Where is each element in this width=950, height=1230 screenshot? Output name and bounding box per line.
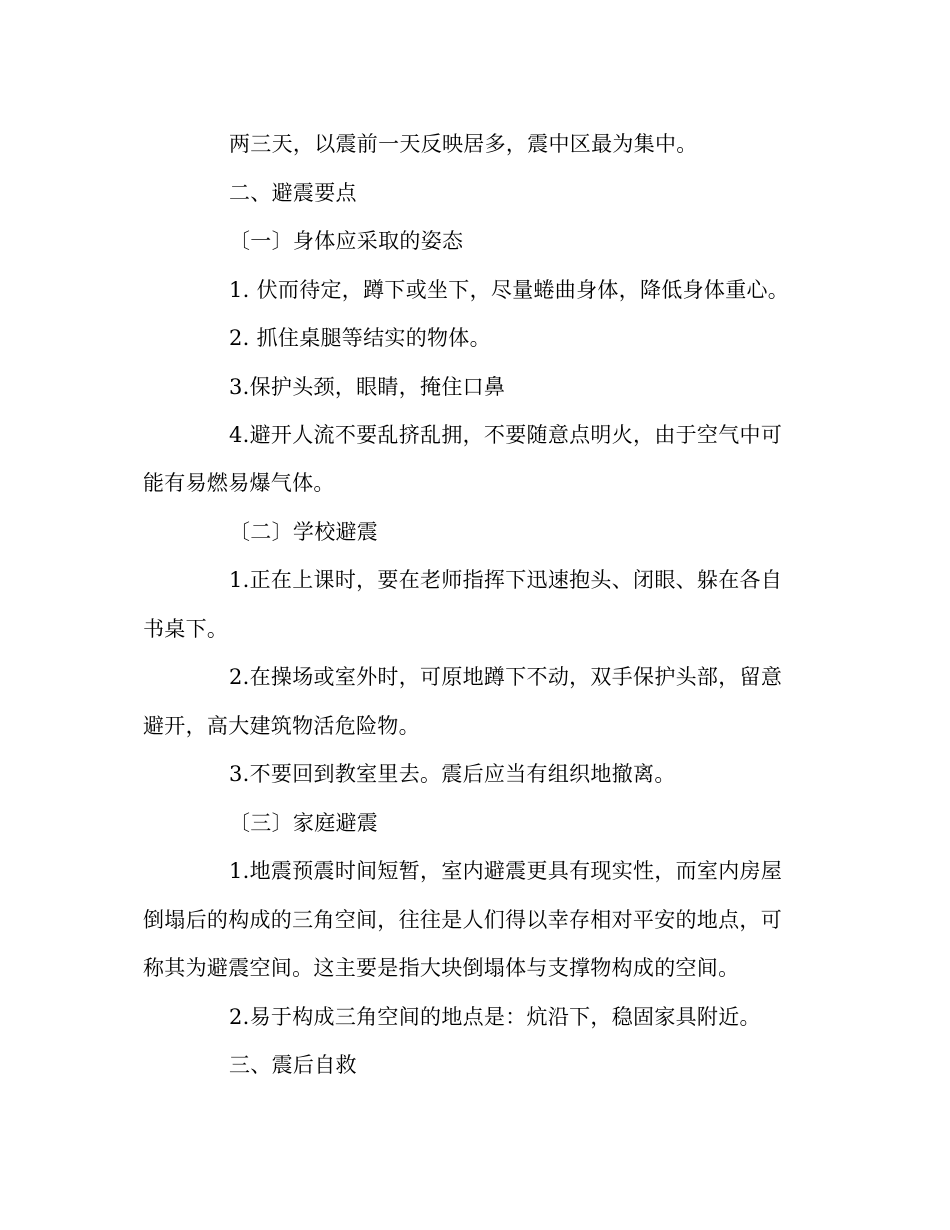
list-item: 1.地震预震时间短暂，室内避震更具有现实性，而室内房屋 [229, 859, 783, 883]
list-item-continuation: 书桌下。 [143, 617, 229, 641]
subsection-heading: 〔三〕家庭避震 [229, 811, 379, 835]
list-item: 1.正在上课时，要在老师指挥下迅速抱头、闭眼、躲在各自 [229, 568, 783, 592]
subsection-heading: 〔二〕学校避震 [229, 520, 379, 544]
list-item: 2.易于构成三角空间的地点是：炕沿下，稳固家具附近。 [229, 1005, 761, 1029]
list-item-continuation: 称其为避震空间。这主要是指大块倒塌体与支撑物构成的空间。 [143, 956, 740, 980]
list-item: 4.避开人流不要乱挤乱拥，不要随意点明火，由于空气中可 [229, 423, 783, 447]
list-item-continuation: 避开，高大建筑物活危险物。 [143, 714, 420, 738]
list-item: 2.在操场或室外时，可原地蹲下不动，双手保护头部，留意 [229, 665, 783, 689]
list-item-continuation: 能有易燃易爆气体。 [143, 471, 335, 495]
list-item: 3.保护头颈，眼睛，掩住口鼻 [229, 375, 506, 399]
body-text-line: 两三天，以震前一天反映居多，震中区最为集中。 [229, 132, 698, 156]
list-item: 2. 抓住桌腿等结实的物体。 [229, 326, 491, 350]
section-heading: 二、避震要点 [229, 181, 357, 205]
list-item: 3.不要回到教室里去。震后应当有组织地撤离。 [229, 762, 676, 786]
list-item: 1. 伏而待定，蹲下或坐下，尽量蜷曲身体，降低身体重心。 [229, 278, 790, 302]
section-heading: 三、震后自救 [229, 1053, 357, 1077]
subsection-heading: 〔一〕身体应采取的姿态 [229, 229, 464, 253]
list-item-continuation: 倒塌后的构成的三角空间，往往是人们得以幸存相对平安的地点，可 [143, 908, 782, 932]
